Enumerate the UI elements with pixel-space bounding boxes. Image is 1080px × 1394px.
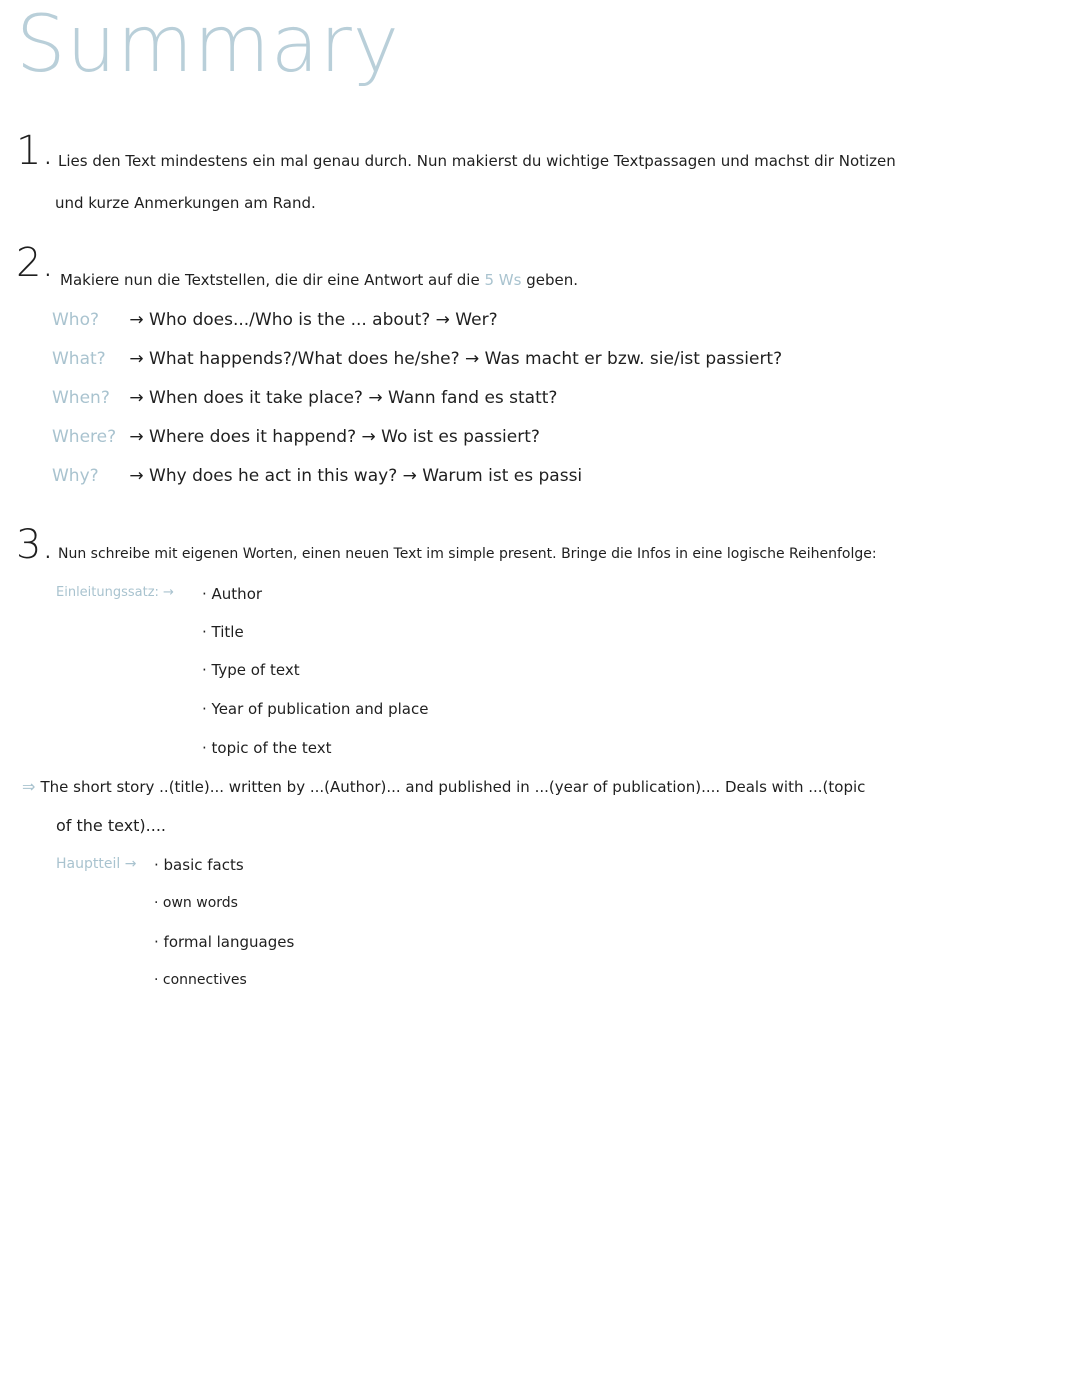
- hauptteil-item-own-words: · own words: [154, 895, 238, 911]
- einleitung-item-title: · Title: [202, 623, 244, 641]
- question-row-who: [52, 310, 498, 330]
- einleitung-item-author: · Author: [202, 585, 263, 603]
- question-row-when: [52, 388, 557, 408]
- step-1-number: 1.: [16, 128, 55, 174]
- question-text: → When does it take place? → Wann fand es statt?: [129, 388, 558, 408]
- step-3-intro: Nun schreibe mit eigenen Worten, einen neuen Text im simple present. Bringe die Infos in eine logische Reihenfolge:: [58, 546, 877, 562]
- einleitung-item-type: · Type of text: [202, 661, 300, 679]
- example-line-1: [22, 777, 865, 796]
- question-text: → What happends?/What does he/she? → Was macht er bzw. sie/ist passiert?: [129, 349, 783, 369]
- implies-arrow-icon: ⇒: [22, 777, 36, 796]
- question-row-why: [52, 466, 582, 486]
- step-1-line-2: und kurze Anmerkungen am Rand.: [55, 194, 316, 212]
- question-label: What?: [52, 349, 106, 369]
- question-label: Where?: [52, 427, 117, 447]
- step-1-line-1: Lies den Text mindestens ein mal genau durch. Nun makierst du wichtige Textpassagen und machst dir Notizen: [58, 152, 896, 170]
- question-row-where: [52, 427, 540, 447]
- example-line-2: of the text)....: [56, 816, 167, 835]
- question-text: → Who does.../Who is the ... about? → Wer?: [129, 310, 498, 330]
- example-text-1: The short story ..(title)... written by ...(Author)... and published in ...(year of publication).... Deals with ...(topic: [40, 778, 866, 796]
- hauptteil-label: Hauptteil →: [56, 856, 137, 872]
- question-label: When?: [52, 388, 110, 408]
- question-label: Who?: [52, 310, 100, 330]
- question-row-what: [52, 349, 782, 369]
- step-2-intro-text: Makiere nun die Textstellen, die dir eine Antwort auf die: [60, 271, 480, 289]
- question-label: Why?: [52, 466, 99, 486]
- question-text: → Where does it happend? → Wo ist es passiert?: [129, 427, 540, 447]
- step-2-intro: [60, 271, 578, 289]
- five-ws-highlight: 5 Ws: [484, 271, 522, 289]
- einleitung-item-year: · Year of publication and place: [202, 700, 429, 718]
- hauptteil-item-formal-languages: · formal languages: [154, 933, 295, 951]
- page-title: Summary: [16, 0, 400, 90]
- einleitung-item-topic: · topic of the text: [202, 739, 332, 757]
- question-text: → Why does he act in this way? → Warum ist es passi: [129, 466, 583, 486]
- einleitung-label: Einleitungssatz: →: [56, 585, 174, 600]
- step-2-intro-end: geben.: [526, 271, 578, 289]
- step-2-number: 2.: [16, 240, 55, 286]
- hauptteil-item-connectives: · connectives: [154, 972, 247, 988]
- step-3-number: 3.: [16, 522, 55, 568]
- hauptteil-item-basic-facts: · basic facts: [154, 856, 244, 874]
